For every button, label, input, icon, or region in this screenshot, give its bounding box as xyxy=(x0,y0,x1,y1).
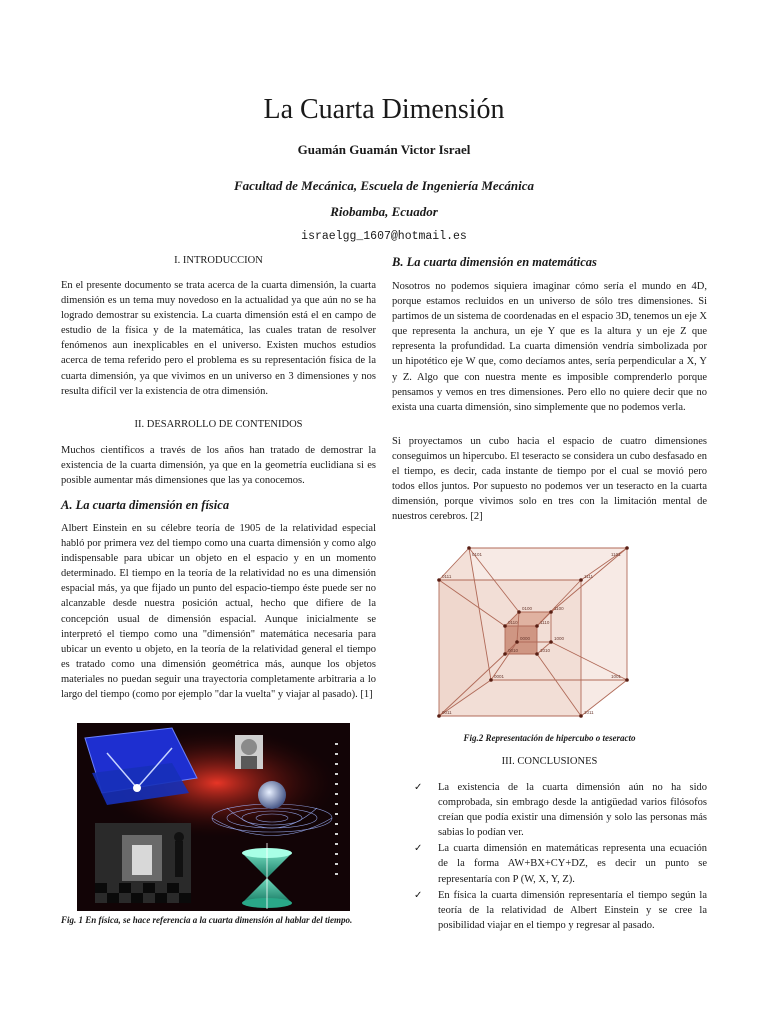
subsection-a-heading: A. La cuarta dimensión en física xyxy=(61,498,230,512)
conclusions-list xyxy=(414,780,707,933)
location: Riobamba, Ecuador xyxy=(330,204,438,219)
figure-1-illustration xyxy=(77,723,350,911)
author-name: Guamán Guamán Victor Israel xyxy=(297,142,471,157)
tesseract-vertex xyxy=(579,578,583,582)
tesseract-vertex xyxy=(437,578,441,582)
tesseract-vertex xyxy=(503,624,507,628)
conclusion-item xyxy=(414,888,707,933)
intro-paragraph: En el presente documento se trata acerca de la cuarta dimensión, la cuarta dimensión es un tema muy novedoso en la actualidad ya que aún no se ha logrado demostrar su existencia. La cuarta dimensión está el en campo de estudio de la física y de la matemática, las cuales tratan de resolver fenómenos aun inexplicables en el universo. Existen muchos estudios acerca de tema referido pero el problema es su representación física de la cuarta dimensión, ya que vivimos en un universo en 3 dimensiones y nos resulta difícil ver la existencia de otra dimensión. xyxy=(61,280,376,397)
math-paragraph-2: Si proyectamos un cubo hacia el espacio de cuatro dimensiones conseguimos un hipercubo. El teseracto se considera un cubo desfasado en el tiempo, es decir, cada instante de tiempo por el cual se movió pero todos ellos juntos. Por supuesto no podemos ver un teseracto en la cuarta dimensión, porque vivimos solo en tres con la limitación mental de nuestros cerebros. [2] xyxy=(392,436,707,523)
tesseract-vertex-label: 0111 xyxy=(442,574,452,579)
conclusion-text: En física la cuarta dimensión representaría el tiempo según la teoría de la relatividad de Albert Einstein y se cree la posibilidad viajar en el tiempo y regresar al pasado. xyxy=(438,889,707,931)
tesseract-vertex xyxy=(535,624,539,628)
conclusion-item xyxy=(414,780,707,840)
tesseract-vertex-label: 1000 xyxy=(554,636,565,641)
section-1-heading: I. INTRODUCCION xyxy=(174,255,263,266)
tesseract-diagram xyxy=(431,540,657,724)
section-2-body xyxy=(61,443,376,488)
checkmark-icon: ✓ xyxy=(414,782,423,793)
section-1-body xyxy=(61,278,376,399)
conclusion-item xyxy=(414,841,707,886)
tesseract-vertex xyxy=(515,640,519,644)
checkmark-icon: ✓ xyxy=(414,889,423,901)
tesseract-vertex-label: 0100 xyxy=(522,606,533,611)
tesseract-vertex-label: 0110 xyxy=(508,620,518,625)
checkmark-icon: ✓ xyxy=(414,843,423,855)
subsection-b-heading: B. La cuarta dimensión en matemáticas xyxy=(392,255,597,269)
physics-paragraph: Albert Einstein en su célebre teoría de 1905 de la relatividad especial habló por primera vez del tiempo como una cuarta dimensión y como algo indispensable para ubicar un objeto en el espacio y en un momento determinado. El tiempo en la teoría de la relatividad no es una dimensión espacial más, ya que fijado un punto del espacio-tiempo éste puede ser no alcanzable desde nuestra posición actual, hecho que difiere de la concepción usual de dimensión espacial. Aunque inicialmente se interpretó el tiempo como una "dimensión" matemática necesaria para ubicar un evento u objeto, en la teoría de la relatividad general el tiempo es tratado como una dimensión geométrica más, aunque los objetos materiales no puedan seguir una trayectoria completamente arbitraria a lo largo del tiempo (como por ejemplo "dar la vuelta" y viajar al pasado). [1] xyxy=(61,523,376,701)
tesseract-vertex xyxy=(535,652,539,656)
tesseract-vertex-label: 1010 xyxy=(540,648,551,653)
figure-1-collage xyxy=(77,723,350,911)
tesseract-vertex-label: 0011 xyxy=(442,710,452,715)
tesseract-vertex-label: 0101 xyxy=(472,552,483,557)
tesseract-vertex xyxy=(489,678,493,682)
section-2-heading: II. DESARROLLO DE CONTENIDOS xyxy=(134,419,303,430)
tesseract-vertex-label: 0010 xyxy=(508,648,519,653)
conclusion-text: La existencia de la cuarta dimensión aún no ha sido comprobada, sin embrago desde la antigüedad varios filósofos creían que podía existir una dimensión y solo las personas más sabias lo podían ver. xyxy=(438,782,707,839)
paper-title: La Cuarta Dimensión xyxy=(263,94,505,125)
tesseract-vertex xyxy=(549,610,553,614)
conclusion-text: La cuarta dimensión en matemáticas representa una ecuación de la forma AW+BX+CY+DZ, es decir un punto se representaría con P (W, X, Y, Z). xyxy=(438,843,707,885)
tesseract-vertex xyxy=(437,714,441,718)
section-3-heading: III. CONCLUSIONES xyxy=(501,756,598,767)
tesseract-vertex xyxy=(579,714,583,718)
tesseract-vertex-label: 1110 xyxy=(540,620,550,625)
tesseract-vertex-label: 1101 xyxy=(611,552,621,557)
conclusions-list-wrapper xyxy=(414,780,707,934)
tesseract-vertex xyxy=(467,546,471,550)
tesseract-vertex-label: 1100 xyxy=(554,606,564,611)
subsection-a-body xyxy=(61,521,376,702)
subsection-b-body xyxy=(392,279,707,415)
tesseract-vertex xyxy=(517,610,521,614)
figure-1-caption: Fig. 1 En física, se hace referencia a la cuarta dimensión al hablar del tiempo. xyxy=(61,915,353,925)
math-paragraph-1: Nosotros no podemos siquiera imaginar cómo sería el mundo en 4D, porque estamos recluidos en un universo de sólo tres dimensiones. Si partimos de un sistema de coordenadas en el espacio 3D, tenemos un eje X que representa la anchura, un eje Y que es la altura y un eje Z que representa la profundidad. La cuarta dimensión vendría simbolizada por un hipotético eje W que, como decíamos antes, sería perpendicular a X, Y y Z. Algo que con nuestra mente es imposible comprenderlo porque pensamos y vemos en tres dimensiones. Pero ello no quiere decir que no exista una cuarta dimensión, sino simplemente que no podemos verla. xyxy=(392,281,707,413)
tesseract-vertex-label: 0001 xyxy=(494,674,505,679)
tesseract-vertex-label: 1111 xyxy=(584,574,594,579)
tesseract-vertex xyxy=(503,652,507,656)
tesseract-vertex-label: 1001 xyxy=(611,674,622,679)
author-email: israelgg_1607@hotmail.es xyxy=(301,230,467,243)
tesseract-vertex-label: 1011 xyxy=(584,710,594,715)
tesseract-vertex xyxy=(625,678,629,682)
tesseract-vertex xyxy=(549,640,553,644)
figure-2-tesseract xyxy=(431,540,657,724)
tesseract-vertex-label: 0000 xyxy=(520,636,531,641)
figure-2-caption: Fig.2 Representación de hipercubo o teseracto xyxy=(463,733,636,743)
tesseract-vertex xyxy=(625,546,629,550)
subsection-b-body-2 xyxy=(392,434,707,525)
development-paragraph: Muchos científicos a través de los años han tratado de demostrar la existencia de la cuarta dimensión, ya que en la geometría euclidiana si es posible aumentar más dimensiones que las ya conocemos. xyxy=(61,445,376,487)
affiliation: Facultad de Mecánica, Escuela de Ingeniería Mecánica xyxy=(233,178,535,193)
